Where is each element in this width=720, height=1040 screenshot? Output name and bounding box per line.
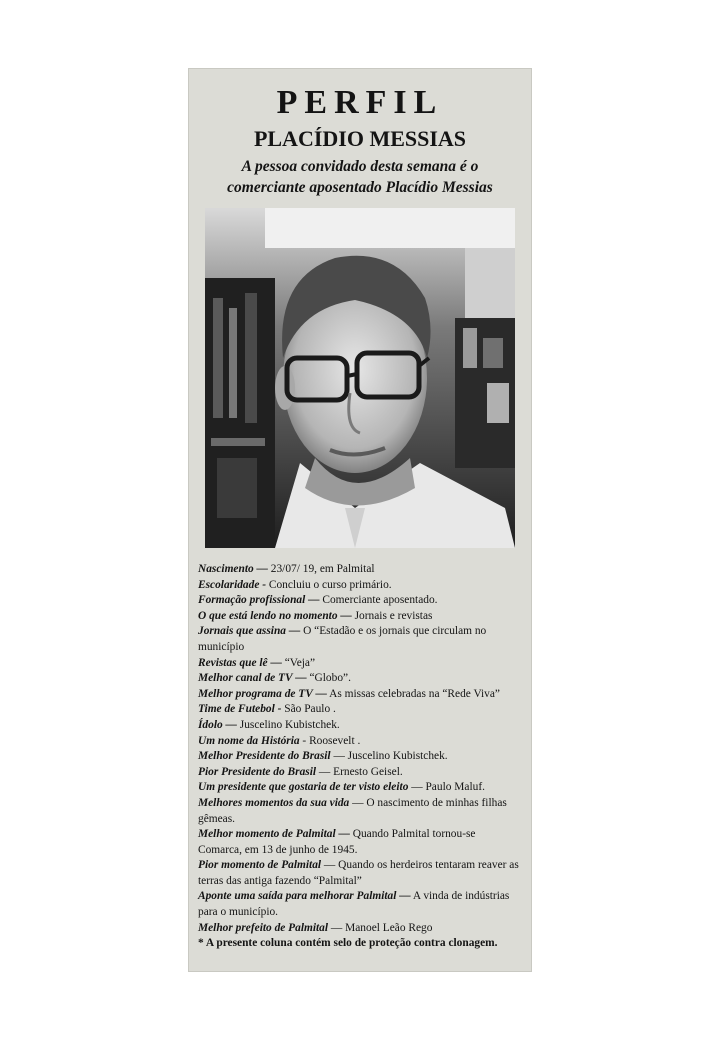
section-title: PERFIL: [276, 84, 444, 121]
lead-paragraph: [196, 156, 524, 198]
portrait-photo: [205, 208, 515, 548]
answer-melhor-momento: Melhor momento de Palmital — Quando Palmital tornou-se Comarca, em 13 de junho de 1945.: [198, 828, 476, 856]
answer-lendo: O que está lendo no momento — Jornais e revistas: [198, 609, 433, 622]
answer-saida: Aponte uma saída para melhorar Palmital — A vinda de indústrias para o município.: [198, 890, 510, 919]
answer-presidente-eleito: Um presidente que gostaria de ter visto eleito — Paulo Maluf.: [198, 781, 485, 794]
answer-escolaridade: Escolaridade - Concluiu o curso primário.: [198, 578, 392, 591]
answer-time: Time de Futebol - São Paulo .: [198, 703, 336, 716]
answer-momentos-vida: Melhores momentos da sua vida — O nascimento de minhas filhas gêmeas.: [198, 796, 507, 825]
answer-formacao: Formação profissional — Comerciante aposentado.: [198, 594, 438, 607]
interview-answers: [196, 562, 524, 936]
answer-jornais: Jornais que assina — O “Estadão e os jornais que circulam no município: [198, 625, 487, 653]
lead-line-2: comerciante aposentado Placídio Messias: [227, 179, 493, 196]
newspaper-clipping: [188, 68, 532, 972]
lead-line-1: A pessoa convidado desta semana é o: [241, 158, 479, 175]
answer-pior-momento: Pior momento de Palmital — Quando os herdeiros tentaram reaver as terras das antiga fazendo “Palmital”: [198, 859, 519, 887]
portrait-illustration: [205, 208, 515, 548]
answer-nascimento: Nascimento — 23/07/ 19, em Palmital: [198, 563, 375, 575]
answer-pior-presidente: Pior Presidente do Brasil — Ernesto Geisel.: [198, 765, 403, 778]
answer-melhor-presidente: Melhor Presidente do Brasil — Juscelino Kubistchek.: [198, 750, 448, 763]
footnote: * A presente coluna contém selo de proteção contra clonagem.: [198, 937, 498, 950]
answer-idolo: Ídolo — Juscelino Kubistchek.: [198, 718, 340, 731]
answer-historia: Um nome da História - Roosevelt .: [198, 734, 361, 747]
person-name: PLACÍDIO MESSIAS: [253, 126, 467, 151]
answer-prefeito: Melhor prefeito de Palmital — Manoel Leão Rego: [198, 921, 433, 934]
answer-canal-tv: Melhor canal de TV — “Globo”.: [198, 672, 351, 685]
answer-programa-tv: Melhor programa de TV — As missas celebradas na “Rede Viva”: [198, 687, 500, 700]
answer-revistas: Revistas que lê — “Veja”: [198, 656, 316, 669]
